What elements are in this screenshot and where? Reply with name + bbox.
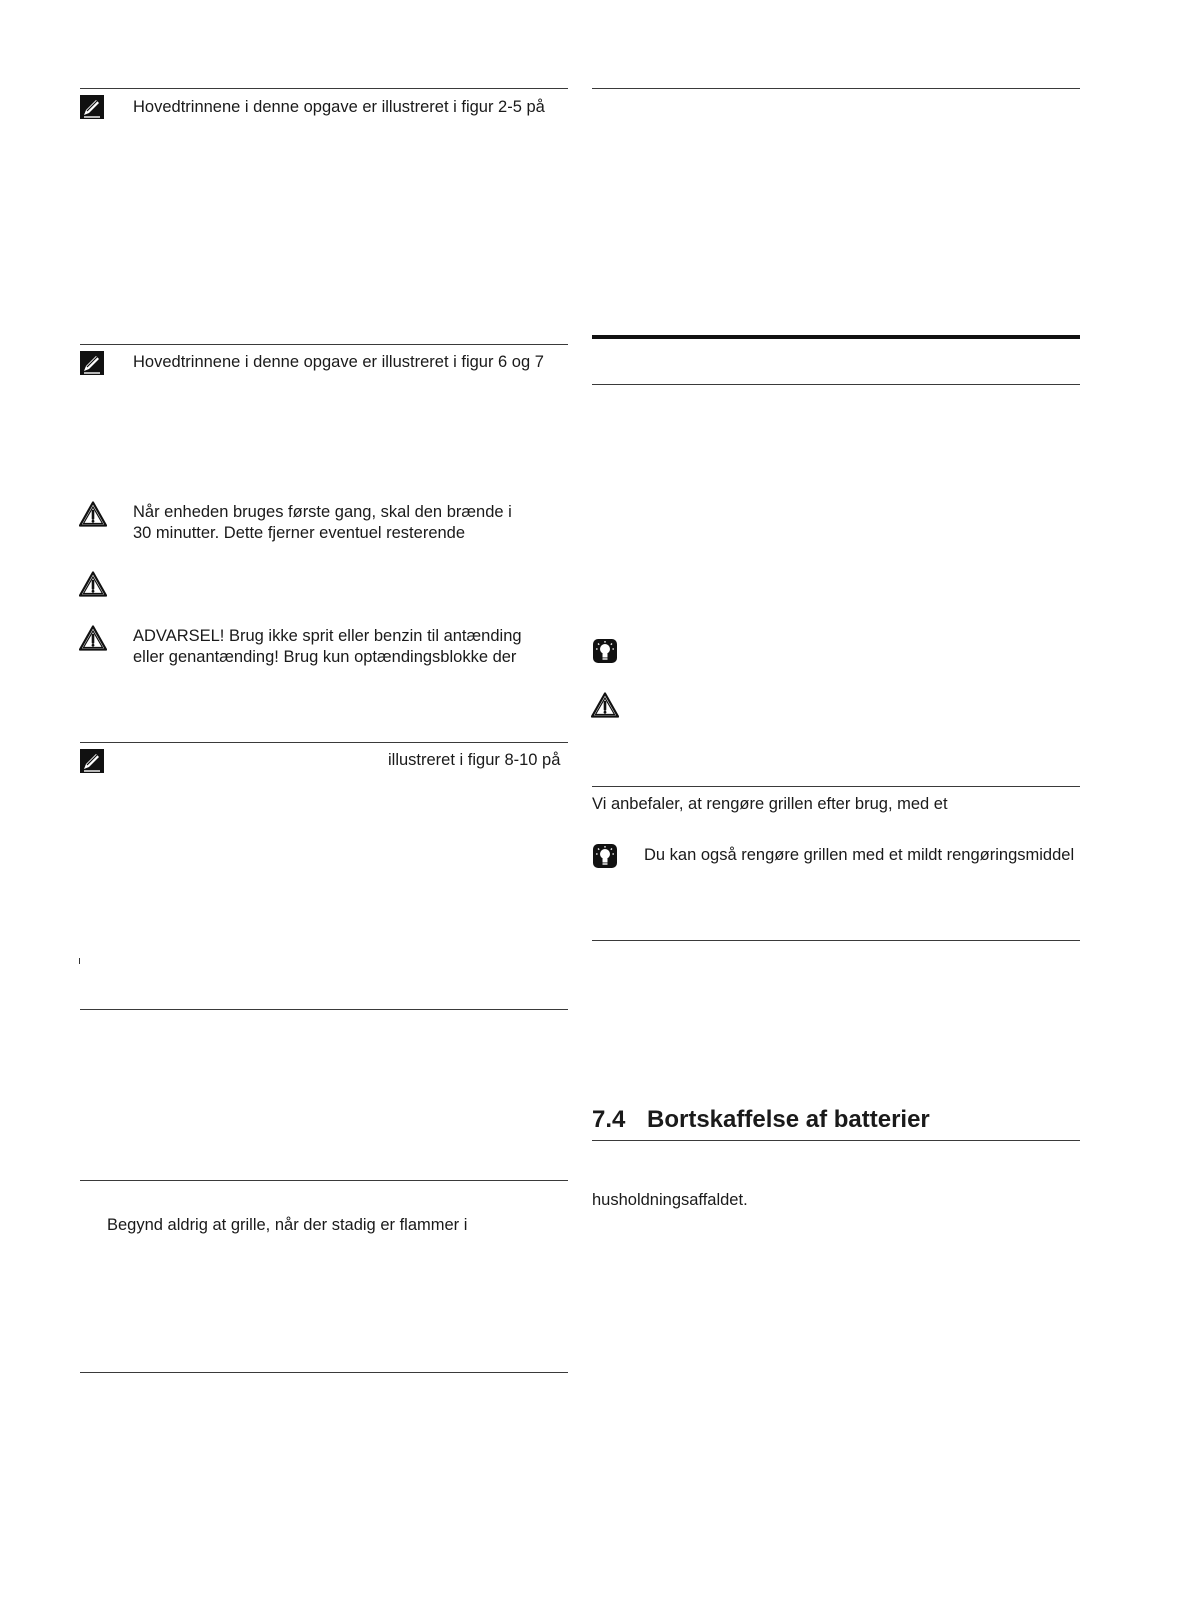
note-icon xyxy=(80,95,104,119)
section-title: Bortskaffelse af batterier xyxy=(647,1106,930,1133)
tip-text: Du kan også rengøre grillen med et mildt rengøringsmiddel xyxy=(644,846,1075,864)
note-icon xyxy=(80,351,104,375)
section-number: 7.4 xyxy=(592,1106,626,1133)
warning-text-3-line1: ADVARSEL! Brug ikke sprit eller benzin til antænding xyxy=(133,627,522,645)
divider xyxy=(592,384,1080,385)
divider xyxy=(80,88,568,89)
warning-icon xyxy=(79,625,107,651)
tick-mark xyxy=(79,958,80,964)
note-text-1: Hovedtrinnene i denne opgave er illustreret i figur 2-5 på xyxy=(133,98,545,116)
divider xyxy=(592,1140,1080,1141)
disposal-text: husholdningsaffaldet. xyxy=(592,1191,748,1209)
warning-text-3-line2: eller genantænding! Brug kun optændingsblokke der xyxy=(133,648,517,666)
note-icon xyxy=(80,749,104,773)
note-text-3: illustreret i figur 8-10 på xyxy=(388,751,561,769)
divider xyxy=(592,940,1080,941)
warning-icon xyxy=(591,692,619,718)
divider xyxy=(80,1009,568,1010)
divider xyxy=(80,1372,568,1373)
divider xyxy=(592,786,1080,787)
warning-icon xyxy=(79,501,107,527)
divider xyxy=(80,1180,568,1181)
divider xyxy=(80,742,568,743)
divider xyxy=(592,88,1080,89)
divider xyxy=(80,344,568,345)
lightbulb-icon xyxy=(592,638,618,664)
lightbulb-icon xyxy=(592,843,618,869)
section-divider-thick xyxy=(592,335,1080,339)
grill-warning-text: Begynd aldrig at grille, når der stadig er flammer i xyxy=(107,1216,468,1234)
warning-text-1-line1: Når enheden bruges første gang, skal den brænde i xyxy=(133,503,512,521)
cleaning-text: Vi anbefaler, at rengøre grillen efter brug, med et xyxy=(592,795,948,813)
warning-icon xyxy=(79,571,107,597)
section-heading xyxy=(592,1106,930,1134)
warning-text-1-line2: 30 minutter. Dette fjerner eventuel resterende xyxy=(133,524,466,542)
note-text-2: Hovedtrinnene i denne opgave er illustreret i figur 6 og 7 xyxy=(133,353,544,371)
